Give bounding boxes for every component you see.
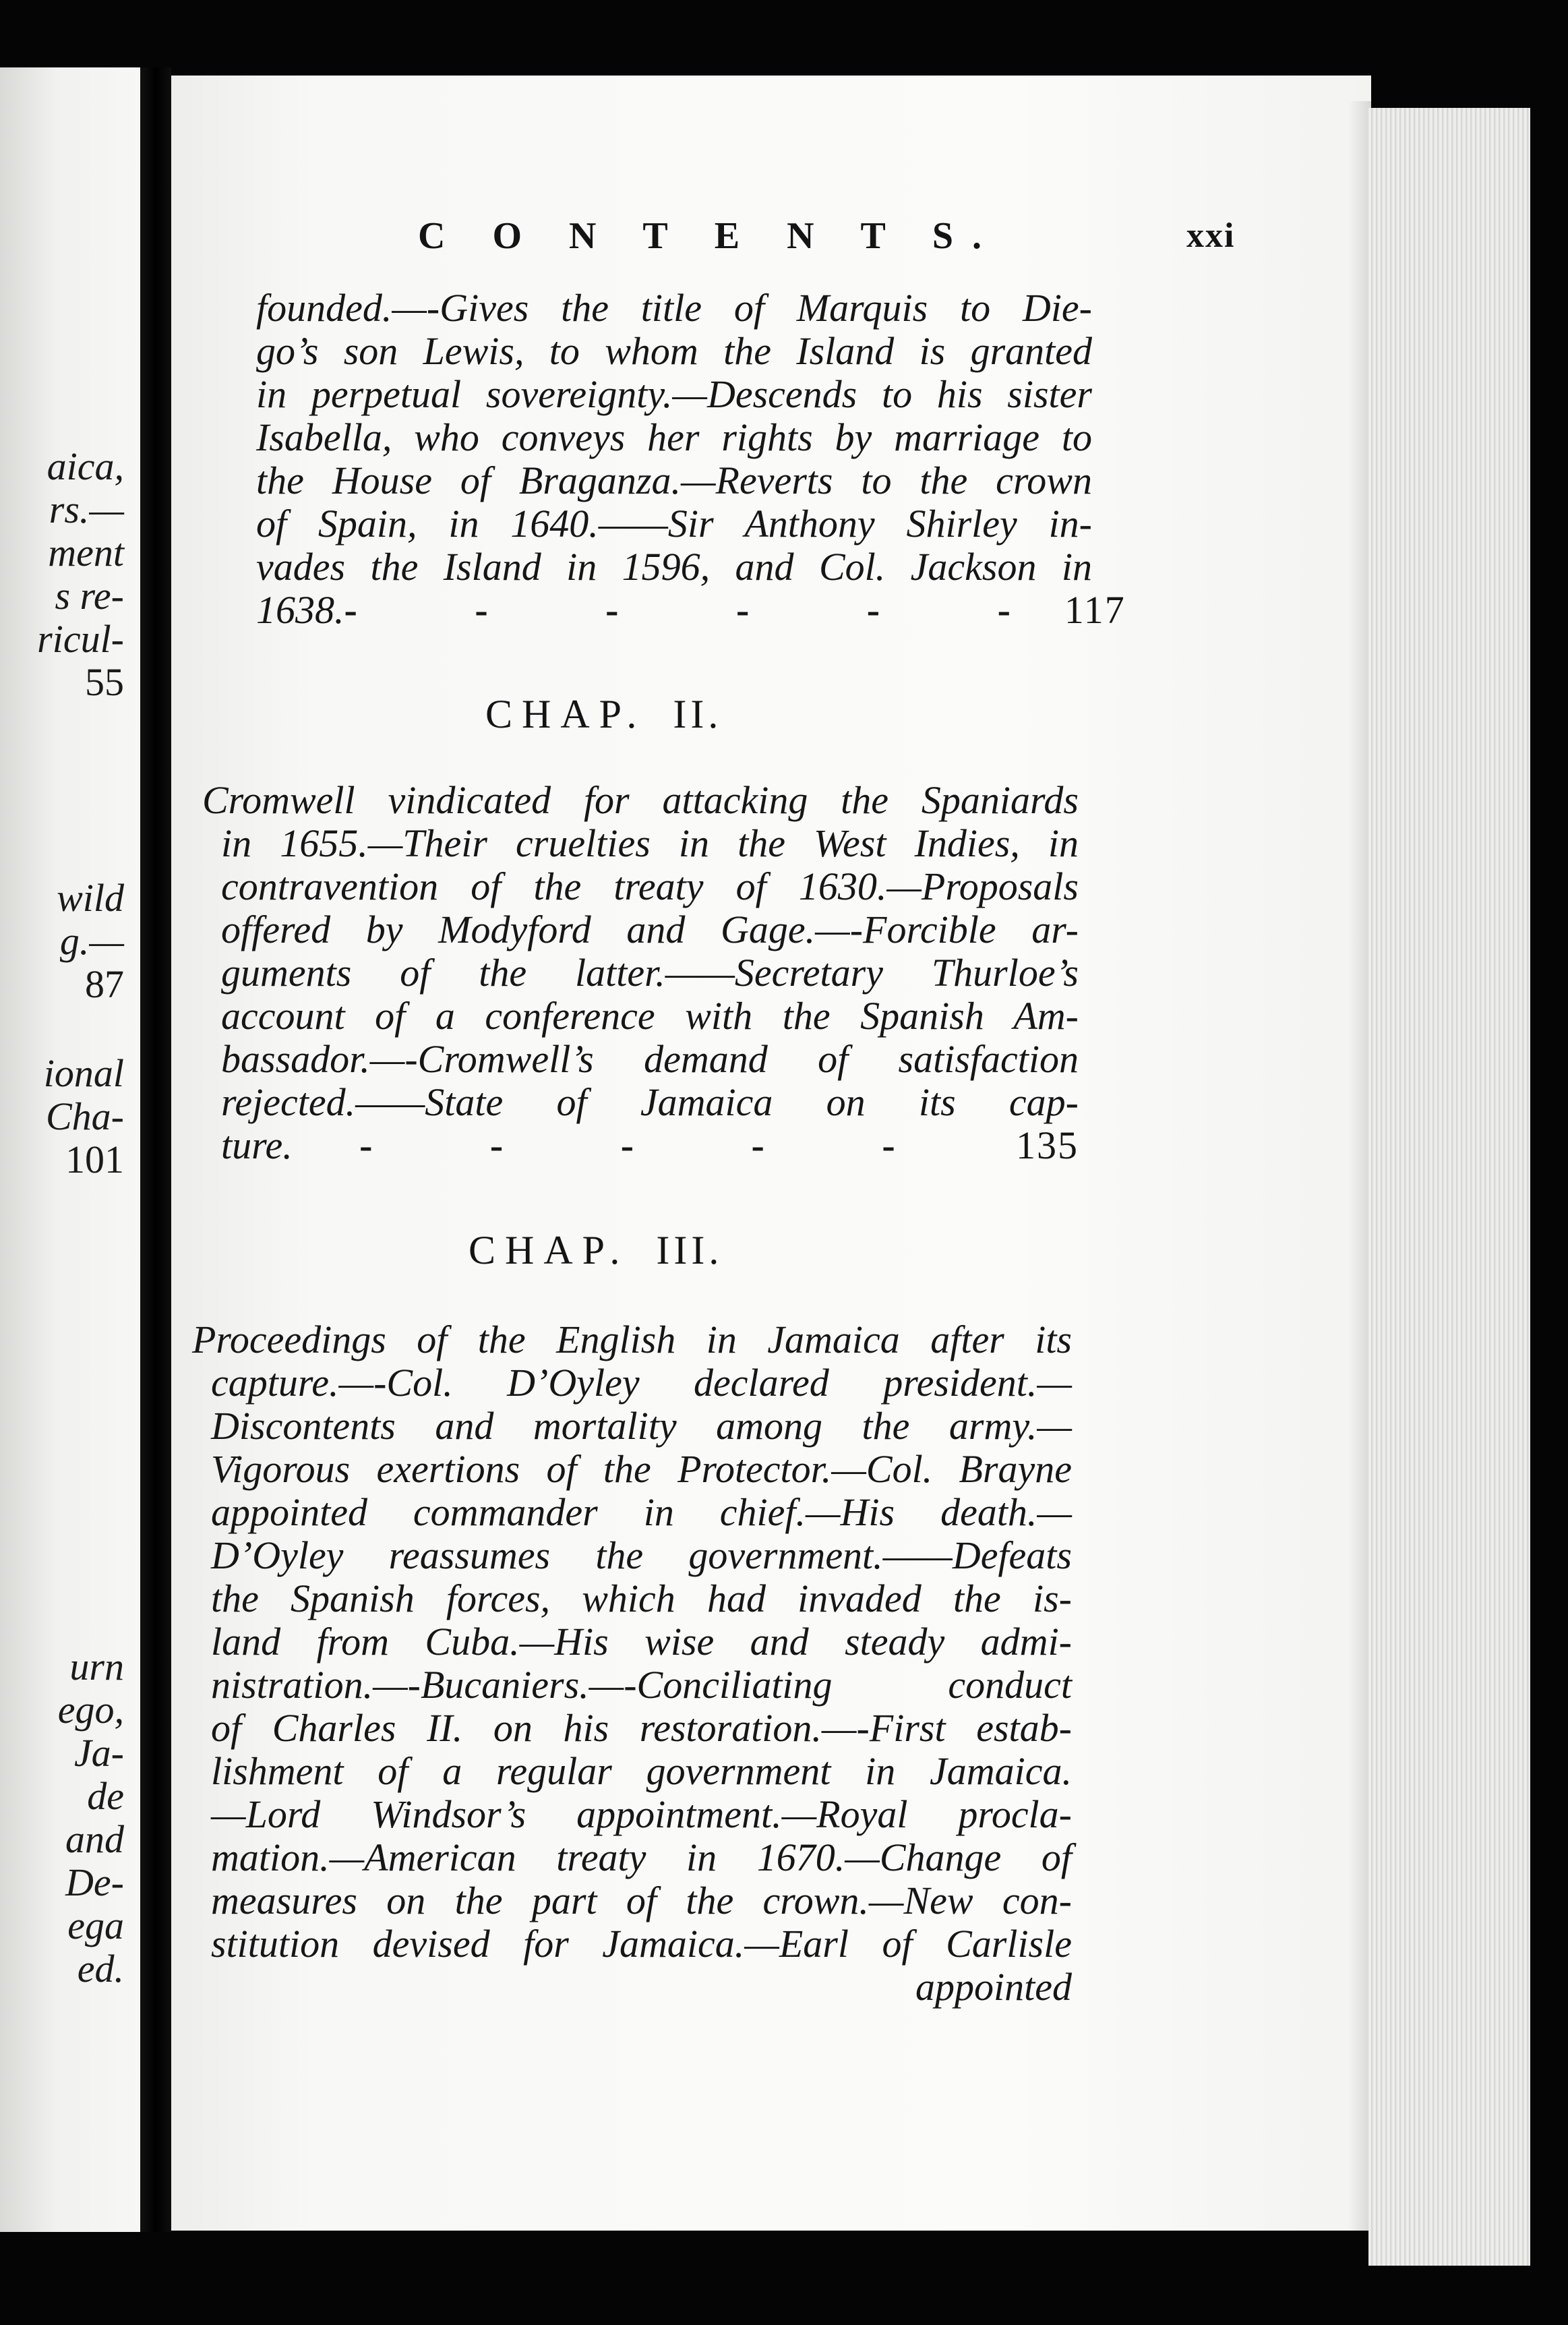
entry-line: in perpetual sovereignty.—Descends to his sister (256, 372, 1092, 416)
left-page-fragment: s re- (55, 574, 124, 618)
entry-line: stitution devised for Jamaica.—Earl of Carlisle (211, 1922, 1072, 1966)
entry-line: go’s son Lewis, to whom the Island is granted (256, 329, 1092, 373)
dot-leaders: - - - - - - (344, 588, 1064, 632)
left-page-fragment: 101 (65, 1138, 124, 1181)
left-page-fragment: wild (57, 876, 124, 920)
entry-line: offered by Modyford and Gage.—-Forcible ar- (221, 908, 1079, 951)
left-page-fragment: ega (67, 1904, 124, 1947)
entry-page-ref: 117 (1064, 588, 1126, 632)
entry-line: D’Oyley reassumes the government.——Defeats (211, 1533, 1072, 1577)
left-page-fragment: g.— (59, 919, 124, 963)
entry-line: vades the Island in 1596, and Col. Jackson in (256, 545, 1092, 589)
entry-final-text: ture. (221, 1123, 293, 1167)
left-page-fragment: urn (69, 1645, 124, 1688)
entry-line: nistration.—-Bucaniers.—-Conciliating conduct (211, 1663, 1072, 1707)
entry-line: Discontents and mortality among the army.— (211, 1404, 1072, 1448)
entry-line: Isabella, who conveys her rights by marriage to (256, 415, 1092, 459)
chapter-heading (469, 1227, 723, 1274)
page-number: xxi (1186, 216, 1236, 255)
entry-line: the House of Braganza.—Reverts to the crown (256, 459, 1092, 502)
chapter-number: III. (656, 1228, 723, 1272)
entry-line: mation.—American treaty in 1670.—Change of (211, 1835, 1072, 1879)
entry-line: measures on the part of the crown.—New con- (211, 1879, 1072, 1922)
entry-final-line (256, 588, 1126, 632)
entry-line: capture.—-Col. D’Oyley declared president.— (211, 1361, 1072, 1405)
left-page-fragment: Cha- (46, 1094, 124, 1138)
entry-line: of Spain, in 1640.——Sir Anthony Shirley in- (256, 502, 1092, 546)
entry-line: contravention of the treaty of 1630.—Proposals (221, 864, 1079, 908)
entry-line: Cromwell vindicated for attacking the Spaniards (202, 778, 1079, 822)
entry-line: the Spanish forces, which had invaded the is- (211, 1577, 1072, 1620)
chapter-number: II. (673, 692, 723, 736)
entry-line: bassador.—-Cromwell’s demand of satisfaction (221, 1037, 1079, 1081)
entry-line: Proceedings of the English in Jamaica after its (192, 1318, 1072, 1361)
left-page-fragment: ment (48, 531, 124, 575)
book-gutter (140, 67, 171, 2232)
entry-line: land from Cuba.—His wise and steady admi- (211, 1620, 1072, 1664)
left-page-fragment: Ja- (73, 1731, 124, 1775)
entry-final-line (202, 1124, 1079, 1167)
chapter-label: CHAP. (469, 1228, 630, 1272)
entry-line: of Charles II. on his restoration.—-First estab- (211, 1706, 1072, 1750)
chapter-heading (485, 691, 722, 738)
dot-leaders: - - - - - (359, 1123, 949, 1167)
left-facing-page (0, 67, 140, 2232)
running-head (243, 214, 1254, 268)
chapter-summary (192, 1318, 1072, 2009)
entry-line: in 1655.—Their cruelties in the West Indies, in (221, 821, 1079, 865)
entry-line: Vigorous exertions of the Protector.—Col. Brayne (211, 1447, 1072, 1491)
entry-line: founded.—-Gives the title of Marquis to Die- (256, 286, 1092, 330)
left-page-fragment: 87 (85, 962, 124, 1006)
left-page-fragment: aica, (47, 444, 124, 488)
entry-line: appointed commander in chief.—His death.— (211, 1490, 1072, 1534)
entry-final-text: 1638. (256, 588, 344, 632)
entry-line: guments of the latter.——Secretary Thurloe’s (221, 951, 1079, 995)
entry-page-ref: 135 (1015, 1123, 1079, 1167)
contents-entry-continued (256, 286, 1126, 632)
left-page-fragment: rs.— (49, 488, 124, 531)
left-page-fragment: and (65, 1817, 124, 1861)
catchword: appointed (915, 1965, 1072, 2009)
left-page-fragment: ional (43, 1051, 124, 1095)
entry-line: lishment of a regular government in Jamaica. (211, 1749, 1072, 1793)
left-page-fragment: ed. (77, 1947, 124, 1991)
left-page-fragment: ego, (57, 1688, 124, 1732)
left-page-fragment: De- (65, 1860, 124, 1904)
entry-line: rejected.——State of Jamaica on its cap- (221, 1080, 1079, 1124)
entry-line: account of a conference with the Spanish Am- (221, 994, 1079, 1038)
left-page-fragment: ricul- (37, 617, 124, 661)
running-title: C O N T E N T S. (418, 215, 1001, 257)
page-fore-edge (1368, 108, 1530, 2266)
left-page-fragment: 55 (85, 660, 124, 704)
chapter-label: CHAP. (485, 692, 646, 736)
chapter-summary (202, 779, 1079, 1167)
left-page-fragment: de (87, 1774, 124, 1818)
entry-line: —Lord Windsor’s appointment.—Royal procla- (211, 1792, 1072, 1836)
